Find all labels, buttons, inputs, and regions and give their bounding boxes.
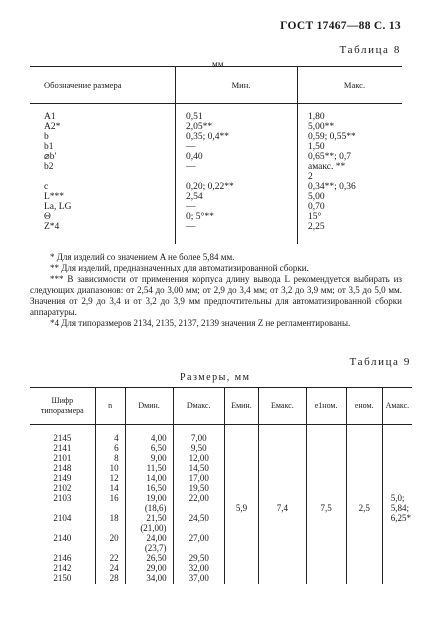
n-cell bbox=[97, 523, 119, 533]
table9-dmin-values bbox=[127, 433, 167, 583]
n-cell: 20 bbox=[109, 533, 119, 543]
min-cell: 0,51 bbox=[186, 112, 203, 122]
min-cell: 0; 5°** bbox=[186, 212, 214, 222]
min-cell: — bbox=[186, 142, 196, 152]
footnote-1: * Для изделий со значением A не более 5,84 мм. bbox=[50, 252, 235, 262]
dmin-cell: 19,00 bbox=[146, 493, 167, 503]
designation-cell bbox=[44, 172, 175, 182]
table9-subtitle: Размеры, мм bbox=[180, 372, 251, 383]
designation-cell: b1 bbox=[44, 142, 54, 152]
code-cell: 2141 bbox=[53, 443, 72, 453]
designation-cell: b2 bbox=[44, 162, 54, 172]
n-cell: 14 bbox=[109, 483, 119, 493]
dmax-cell: 37,00 bbox=[188, 573, 209, 583]
dmin-cell: (23,7) bbox=[144, 543, 167, 553]
designation-cell: A1 bbox=[44, 112, 56, 122]
amax-cell: 6,25* bbox=[390, 513, 411, 523]
table8-min-values bbox=[186, 112, 297, 232]
table8-max-values bbox=[308, 112, 402, 232]
code-cell bbox=[31, 543, 94, 553]
n-cell: 18 bbox=[109, 513, 119, 523]
table8-body bbox=[30, 104, 402, 245]
dmax-cell: 7,00 bbox=[190, 433, 207, 443]
dmin-cell: (18,6) bbox=[144, 503, 167, 513]
table9-col-e1nom: e1ном. bbox=[306, 388, 346, 425]
dmin-cell: 4,00 bbox=[150, 433, 167, 443]
code-cell: 2150 bbox=[53, 573, 72, 583]
dmax-cell: 17,00 bbox=[188, 473, 209, 483]
table8-designations bbox=[44, 112, 175, 232]
min-cell: 0,20; 0,22** bbox=[186, 182, 234, 192]
table9-col-n: n bbox=[95, 388, 125, 425]
n-cell: 4 bbox=[114, 433, 119, 443]
min-cell: 2,54 bbox=[186, 192, 203, 202]
n-cell: 6 bbox=[114, 443, 119, 453]
table9-e1nom: 7,5 bbox=[306, 425, 346, 585]
footnote-2: ** Для изделий, предназначенных для автоматизированной сборки. bbox=[50, 263, 309, 273]
max-cell: 0,34**; 0,36 bbox=[308, 182, 356, 192]
max-cell: 0,65**; 0,7 bbox=[308, 152, 352, 162]
dmin-cell: 9,00 bbox=[150, 453, 167, 463]
dmin-cell: 16,50 bbox=[146, 483, 167, 493]
table8-col-min: Мин. bbox=[176, 67, 298, 104]
min-cell: — bbox=[186, 162, 196, 172]
table8-col-max: Макс. bbox=[298, 67, 403, 104]
dmax-cell bbox=[175, 503, 223, 513]
designation-cell: A2* bbox=[44, 122, 61, 132]
dmax-cell: 19,50 bbox=[188, 483, 209, 493]
min-cell: — bbox=[186, 222, 196, 232]
min-cell: 0,35; 0,4** bbox=[186, 132, 230, 142]
table9-body bbox=[30, 425, 412, 585]
table9-col-dmin: Dмин. bbox=[125, 388, 173, 425]
table9-col-emax: Eмакс. bbox=[259, 388, 306, 425]
table9-amax-values bbox=[391, 493, 411, 523]
table8-col-designation: Обозначение размера bbox=[30, 67, 176, 104]
max-cell: 0,70 bbox=[308, 202, 325, 212]
table9-codes bbox=[31, 433, 94, 583]
table9-caption: Таблица 9 bbox=[349, 356, 411, 368]
table9-emin: 5,9 bbox=[224, 425, 258, 585]
designation-cell: L*** bbox=[44, 192, 65, 202]
table9-col-code: Шифр типоразмера bbox=[30, 388, 95, 425]
max-cell: 5,00 bbox=[308, 192, 325, 202]
footnotes bbox=[30, 252, 402, 329]
dmax-cell: 24,50 bbox=[188, 513, 209, 523]
dmin-cell: 34,00 bbox=[146, 573, 167, 583]
code-cell: 2103 bbox=[53, 493, 72, 503]
code-cell: 2101 bbox=[53, 453, 72, 463]
dmax-cell: 22,00 bbox=[188, 493, 209, 503]
n-cell: 8 bbox=[114, 453, 119, 463]
designation-cell: Z*4 bbox=[44, 222, 60, 232]
max-cell: 2 bbox=[308, 172, 313, 182]
dmin-cell: 29,00 bbox=[146, 563, 167, 573]
dmax-cell: 9,50 bbox=[190, 443, 207, 453]
dmax-cell: 29,50 bbox=[188, 553, 209, 563]
dmax-cell: 14,50 bbox=[188, 463, 209, 473]
code-cell: 2140 bbox=[53, 533, 72, 543]
code-cell: 2102 bbox=[53, 483, 72, 493]
code-cell: 2145 bbox=[53, 433, 72, 443]
n-cell: 12 bbox=[109, 473, 119, 483]
code-cell: 2104 bbox=[53, 513, 72, 523]
table8 bbox=[30, 66, 402, 244]
table9-n-values bbox=[97, 433, 119, 583]
code-cell: 2146 bbox=[53, 553, 72, 563]
max-cell: 0,59; 0,55** bbox=[308, 132, 356, 142]
table9-dmax-values bbox=[175, 433, 223, 583]
max-cell: 2,25 bbox=[308, 222, 325, 232]
n-cell: 10 bbox=[109, 463, 119, 473]
dmax-cell bbox=[175, 543, 223, 553]
table9-header bbox=[30, 388, 412, 425]
dmin-cell: 14,00 bbox=[146, 473, 167, 483]
table8-header bbox=[30, 67, 402, 104]
dmax-cell: 27,00 bbox=[188, 533, 209, 543]
n-cell: 16 bbox=[109, 493, 119, 503]
n-cell bbox=[97, 543, 119, 553]
n-cell: 22 bbox=[109, 553, 119, 563]
min-cell: 0,40 bbox=[186, 152, 203, 162]
table9-enom: 2,5 bbox=[346, 425, 382, 585]
n-cell bbox=[97, 503, 119, 513]
designation-cell: Θ bbox=[44, 212, 51, 222]
max-cell: 5,00** bbox=[308, 122, 335, 132]
dmin-cell: 21,50 bbox=[146, 513, 167, 523]
table9-col-dmax: Dмакс. bbox=[173, 388, 224, 425]
dmin-cell: 6,50 bbox=[150, 443, 167, 453]
designation-cell: b bbox=[44, 132, 49, 142]
n-cell: 24 bbox=[109, 563, 119, 573]
min-cell: — bbox=[186, 202, 196, 212]
table9 bbox=[30, 387, 412, 584]
amax-cell: 5,0; bbox=[390, 493, 405, 503]
amax-cell: 5,84; bbox=[390, 503, 410, 513]
code-cell: 2149 bbox=[53, 473, 72, 483]
min-cell bbox=[186, 172, 297, 182]
footnote-3: *** В зависимости от применения корпуса длину вывода L рекомендуется выбирать из следующих диапазонов: от 2,54 до 3,00 мм; от 2,9 до 3,4 мм; от 3,2 до 3,9 мм; от 3,5 до 5,0 мм. Значения от 2,9 до 3,4 и от 3,2 до 3,9 мм предпочтительны для автоматизированной сборки аппаратуры. bbox=[30, 274, 402, 317]
code-cell: 2148 bbox=[53, 463, 72, 473]
dmax-cell bbox=[175, 523, 223, 533]
code-cell bbox=[31, 523, 94, 533]
dmin-cell: 11,50 bbox=[146, 463, 167, 473]
max-cell: aмакс. ** bbox=[308, 162, 346, 172]
code-cell bbox=[31, 503, 94, 513]
table9-col-amax: Aмакс. bbox=[382, 388, 412, 425]
table8-unit: мм bbox=[212, 59, 224, 69]
table8-caption: Таблица 8 bbox=[339, 44, 401, 56]
dmin-cell: 24,00 bbox=[146, 533, 167, 543]
footnote-4: *4 Для типоразмеров 2134, 2135, 2137, 2139 значения Z не регламентированы. bbox=[50, 318, 351, 328]
dmax-cell: 12,00 bbox=[188, 453, 209, 463]
designation-cell: La, LG bbox=[44, 202, 72, 212]
page-header: ГОСТ 17467—88 С. 13 bbox=[280, 20, 401, 32]
max-cell: 1,50 bbox=[308, 142, 325, 152]
min-cell: 2,05** bbox=[186, 122, 213, 132]
designation-cell: ⌀b' bbox=[44, 152, 57, 162]
n-cell: 28 bbox=[109, 573, 119, 583]
max-cell: 1,80 bbox=[308, 112, 325, 122]
table9-emax: 7,4 bbox=[259, 425, 306, 585]
max-cell: 15° bbox=[308, 212, 322, 222]
table9-col-emin: Eмин. bbox=[224, 388, 258, 425]
dmin-cell: 26,50 bbox=[146, 553, 167, 563]
code-cell: 2142 bbox=[53, 563, 72, 573]
table9-col-enom: eном. bbox=[346, 388, 382, 425]
designation-cell: c bbox=[44, 182, 49, 192]
dmax-cell: 32,00 bbox=[188, 563, 209, 573]
dmin-cell: (21,00) bbox=[140, 523, 167, 533]
